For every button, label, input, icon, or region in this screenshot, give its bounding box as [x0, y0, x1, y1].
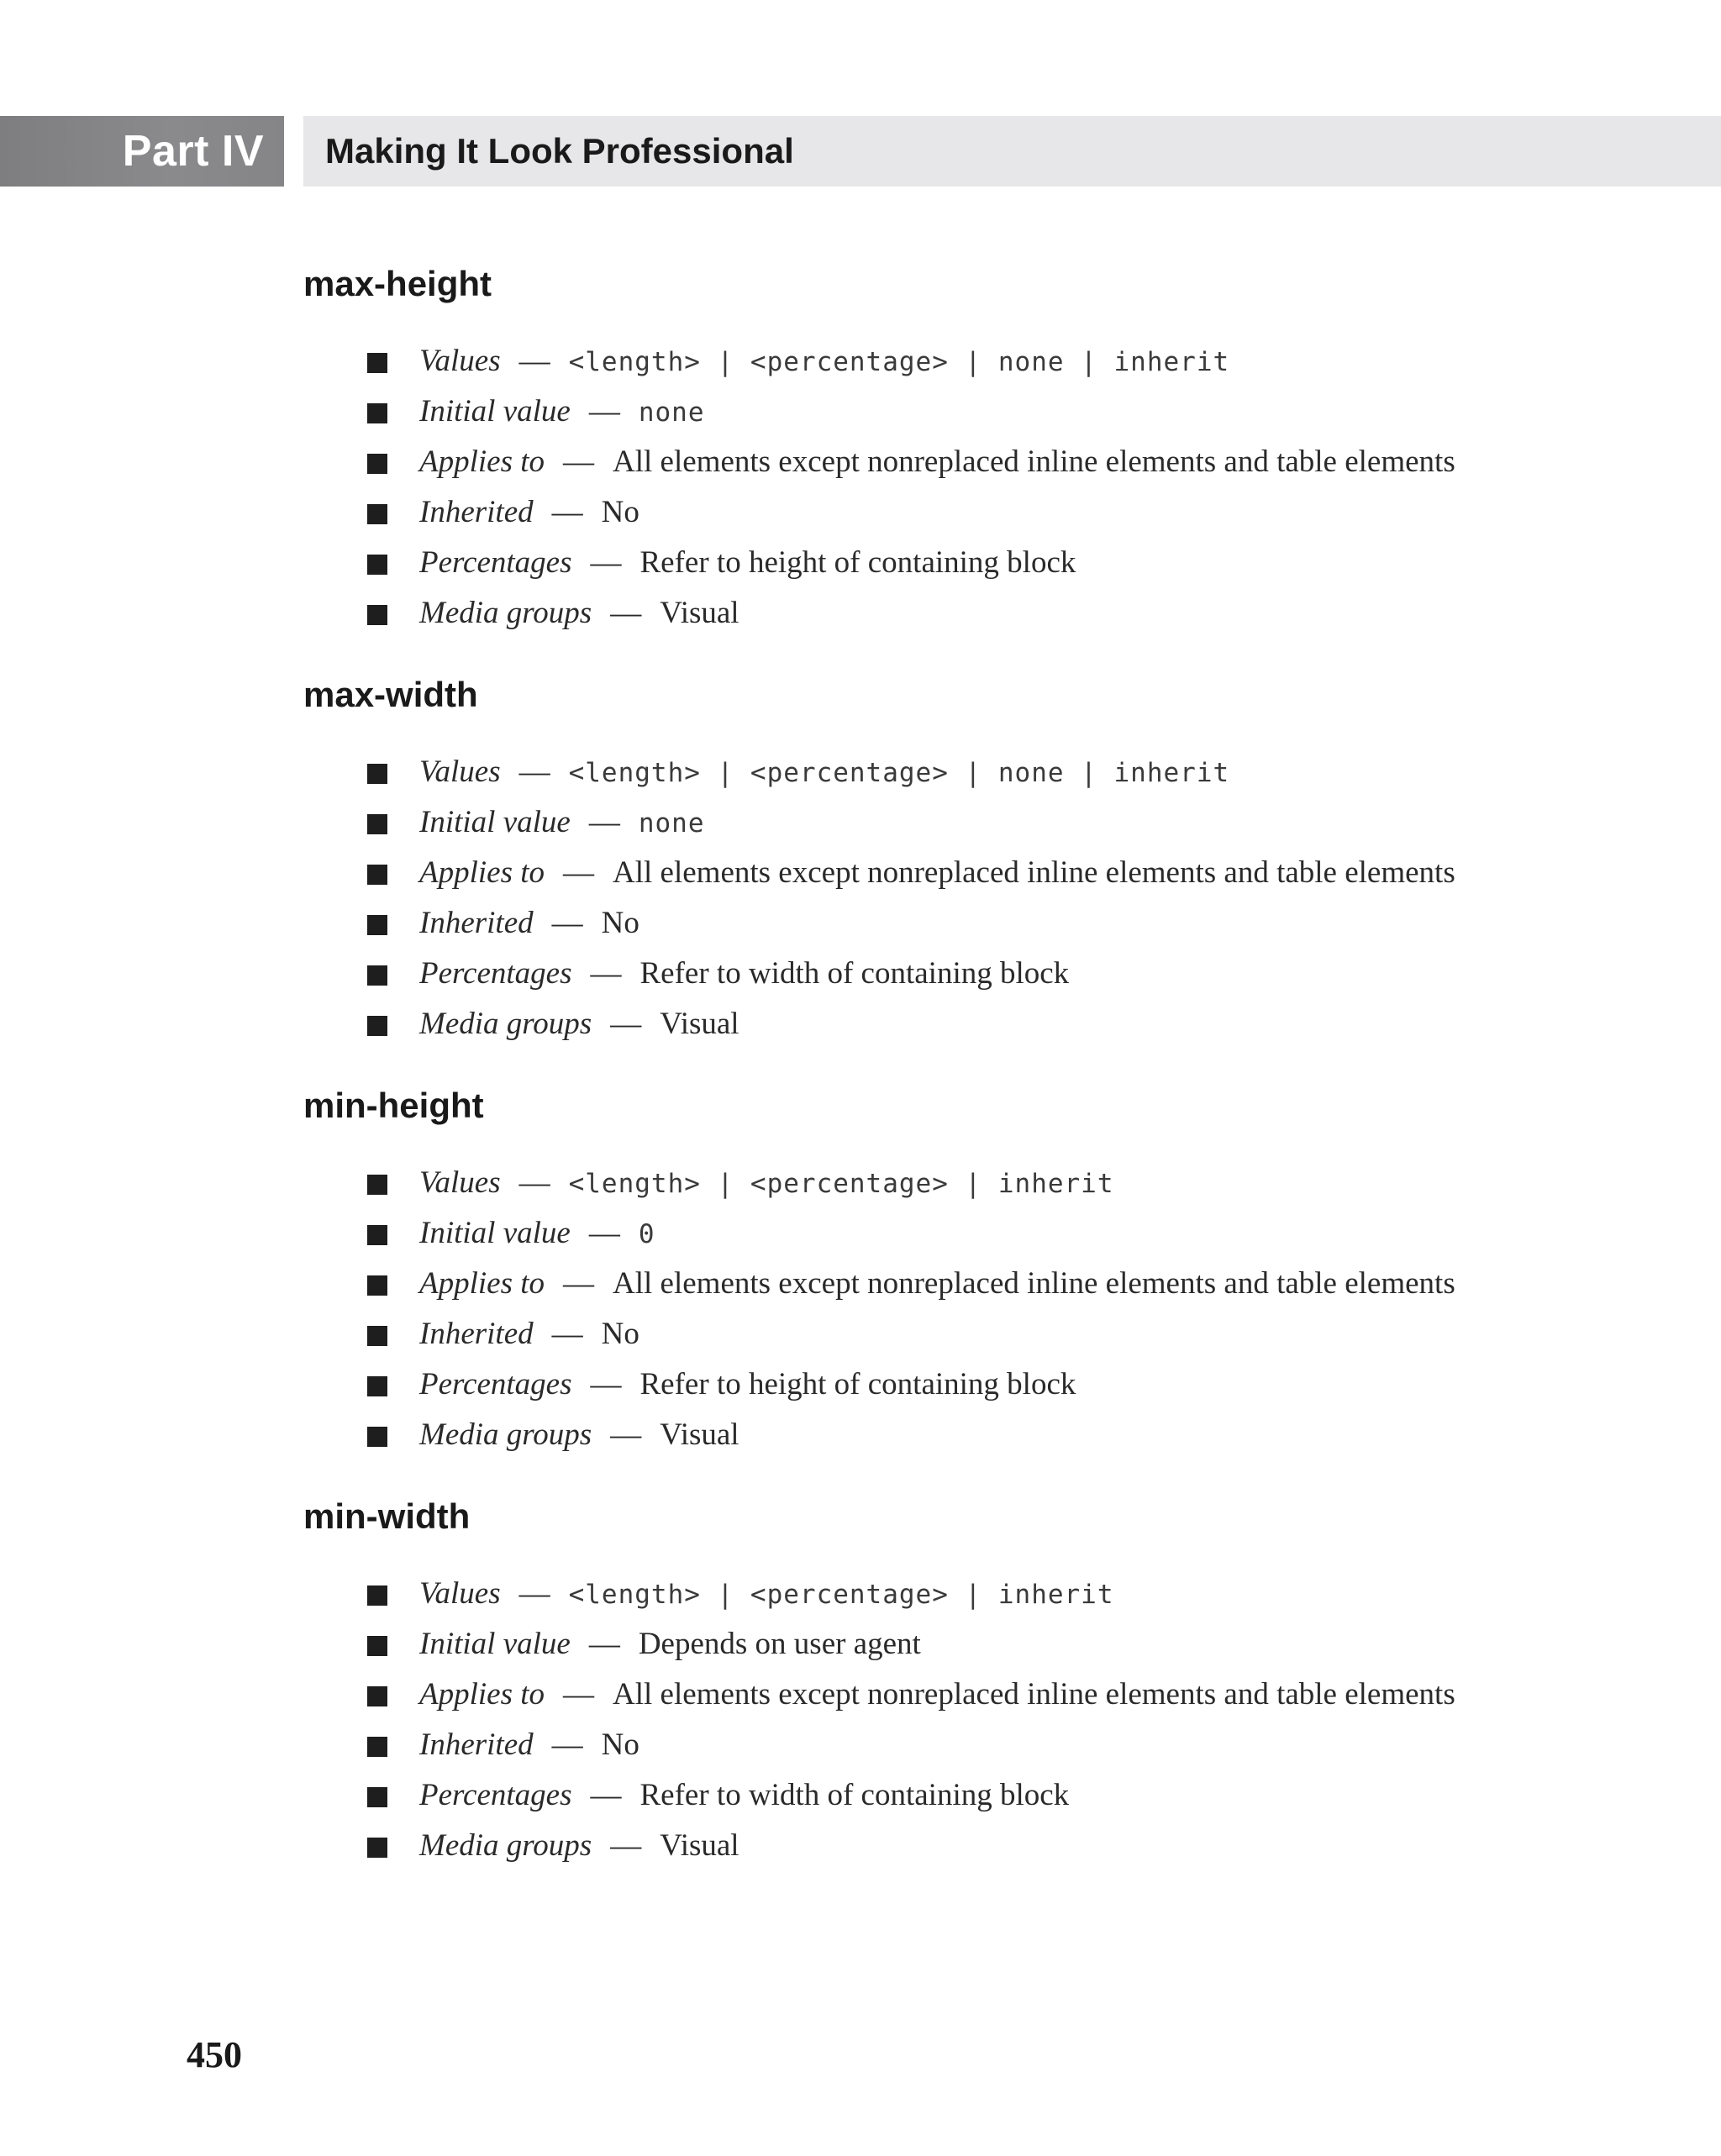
detail-inherited [303, 1720, 1564, 1770]
detail-value: Refer to height of containing block [639, 1367, 1076, 1401]
em-dash: — [563, 1677, 595, 1712]
square-bullet-icon [367, 965, 387, 986]
main-content [303, 252, 1564, 1871]
detail-label: Media groups [419, 596, 592, 630]
square-bullet-icon [367, 1175, 387, 1195]
page-number: 450 [187, 2034, 242, 2075]
detail-label: Values [419, 1165, 501, 1200]
detail-label: Values [419, 1576, 501, 1611]
square-bullet-icon [367, 403, 387, 423]
detail-label: Media groups [419, 1828, 592, 1863]
em-dash: — [563, 855, 595, 890]
detail-label: Percentages [419, 1367, 572, 1401]
detail-media-groups [303, 588, 1564, 639]
square-bullet-icon [367, 814, 387, 834]
em-dash: — [551, 495, 583, 529]
detail-value: No [601, 906, 639, 940]
property-heading: min-width [303, 1496, 471, 1536]
em-dash: — [610, 1007, 642, 1041]
detail-value: none [638, 808, 705, 839]
detail-label: Inherited [419, 1727, 534, 1762]
em-dash: — [588, 805, 620, 839]
em-dash: — [610, 1417, 642, 1452]
em-dash: — [518, 344, 550, 378]
property-max-height [303, 252, 1564, 639]
detail-value: none [638, 397, 705, 428]
detail-label: Media groups [419, 1417, 592, 1452]
chapter-header-bar [303, 116, 1721, 187]
property-heading: max-height [303, 264, 492, 303]
square-bullet-icon [367, 1787, 387, 1807]
em-dash: — [518, 755, 550, 789]
detail-value: No [601, 495, 639, 529]
square-bullet-icon [367, 1376, 387, 1396]
square-bullet-icon [367, 504, 387, 524]
detail-applies-to [303, 1259, 1564, 1309]
detail-value: Refer to width of containing block [639, 956, 1070, 991]
detail-label: Percentages [419, 545, 572, 580]
square-bullet-icon [367, 1737, 387, 1757]
property-heading: max-width [303, 675, 478, 714]
square-bullet-icon [367, 865, 387, 885]
em-dash: — [518, 1165, 550, 1200]
detail-value: All elements except nonreplaced inline elements and table elements [613, 444, 1455, 479]
property-details-list [303, 727, 1564, 1049]
detail-value: No [601, 1317, 639, 1351]
detail-value: <length> | <percentage> | none | inherit [568, 347, 1230, 377]
square-bullet-icon [367, 1686, 387, 1706]
detail-label: Percentages [419, 956, 572, 991]
detail-inherited [303, 898, 1564, 949]
detail-label: Applies to [419, 855, 545, 890]
detail-label: Initial value [419, 805, 571, 839]
detail-value: <length> | <percentage> | none | inherit [568, 758, 1230, 788]
square-bullet-icon [367, 1275, 387, 1296]
property-details-list [303, 316, 1564, 639]
detail-label: Values [419, 344, 501, 378]
detail-value: No [601, 1727, 639, 1762]
property-details-list [303, 1549, 1564, 1871]
detail-label: Applies to [419, 444, 545, 479]
property-min-width [303, 1485, 1564, 1871]
em-dash: — [518, 1576, 550, 1611]
detail-media-groups [303, 1410, 1564, 1460]
detail-value: Visual [660, 1828, 739, 1863]
part-label: Part IV [122, 127, 264, 176]
detail-label: Inherited [419, 495, 534, 529]
square-bullet-icon [367, 1427, 387, 1447]
detail-initial-value [303, 1208, 1564, 1259]
detail-value: Visual [660, 1417, 739, 1452]
detail-percentages [303, 949, 1564, 999]
chapter-title: Making It Look Professional [325, 131, 794, 171]
part-tab [0, 116, 284, 187]
em-dash: — [588, 1216, 620, 1250]
detail-inherited [303, 1309, 1564, 1359]
detail-applies-to [303, 437, 1564, 487]
detail-value: All elements except nonreplaced inline elements and table elements [613, 1677, 1455, 1712]
detail-value: Refer to height of containing block [639, 545, 1076, 580]
detail-initial-value [303, 797, 1564, 848]
em-dash: — [588, 1627, 620, 1661]
square-bullet-icon [367, 353, 387, 373]
square-bullet-icon [367, 764, 387, 784]
square-bullet-icon [367, 1838, 387, 1858]
detail-inherited [303, 487, 1564, 538]
square-bullet-icon [367, 555, 387, 575]
em-dash: — [590, 956, 622, 991]
detail-value: All elements except nonreplaced inline elements and table elements [613, 1266, 1455, 1301]
em-dash: — [551, 1317, 583, 1351]
detail-value: Visual [660, 1007, 739, 1041]
em-dash: — [590, 545, 622, 580]
detail-label: Media groups [419, 1007, 592, 1041]
detail-applies-to [303, 848, 1564, 898]
detail-percentages [303, 538, 1564, 588]
square-bullet-icon [367, 915, 387, 935]
detail-values [303, 747, 1564, 797]
detail-percentages [303, 1359, 1564, 1410]
square-bullet-icon [367, 605, 387, 625]
detail-label: Inherited [419, 1317, 534, 1351]
property-max-width [303, 663, 1564, 1049]
detail-values [303, 1158, 1564, 1208]
square-bullet-icon [367, 1636, 387, 1656]
detail-values [303, 1569, 1564, 1619]
detail-label: Initial value [419, 1627, 571, 1661]
detail-value: 0 [638, 1219, 655, 1249]
detail-value: Visual [660, 596, 739, 630]
em-dash: — [610, 596, 642, 630]
detail-value: Refer to width of containing block [639, 1778, 1070, 1812]
em-dash: — [590, 1367, 622, 1401]
detail-applies-to [303, 1670, 1564, 1720]
detail-label: Initial value [419, 1216, 571, 1250]
detail-initial-value [303, 387, 1564, 437]
detail-value: Depends on user agent [638, 1627, 921, 1661]
square-bullet-icon [367, 1326, 387, 1346]
detail-label: Applies to [419, 1266, 545, 1301]
em-dash: — [551, 906, 583, 940]
em-dash: — [588, 394, 620, 429]
detail-label: Inherited [419, 906, 534, 940]
property-details-list [303, 1138, 1564, 1460]
detail-value: <length> | <percentage> | inherit [568, 1580, 1114, 1610]
detail-label: Applies to [419, 1677, 545, 1712]
detail-value: All elements except nonreplaced inline elements and table elements [613, 855, 1455, 890]
em-dash: — [590, 1778, 622, 1812]
square-bullet-icon [367, 1225, 387, 1245]
property-heading: min-height [303, 1086, 484, 1125]
square-bullet-icon [367, 454, 387, 474]
detail-percentages [303, 1770, 1564, 1821]
detail-label: Values [419, 755, 501, 789]
detail-media-groups [303, 1821, 1564, 1871]
detail-value: <length> | <percentage> | inherit [568, 1169, 1114, 1199]
detail-label: Initial value [419, 394, 571, 429]
property-min-height [303, 1074, 1564, 1460]
em-dash: — [610, 1828, 642, 1863]
square-bullet-icon [367, 1585, 387, 1606]
detail-initial-value [303, 1619, 1564, 1670]
square-bullet-icon [367, 1016, 387, 1036]
detail-label: Percentages [419, 1778, 572, 1812]
em-dash: — [563, 1266, 595, 1301]
em-dash: — [551, 1727, 583, 1762]
em-dash: — [563, 444, 595, 479]
detail-values [303, 336, 1564, 387]
detail-media-groups [303, 999, 1564, 1049]
